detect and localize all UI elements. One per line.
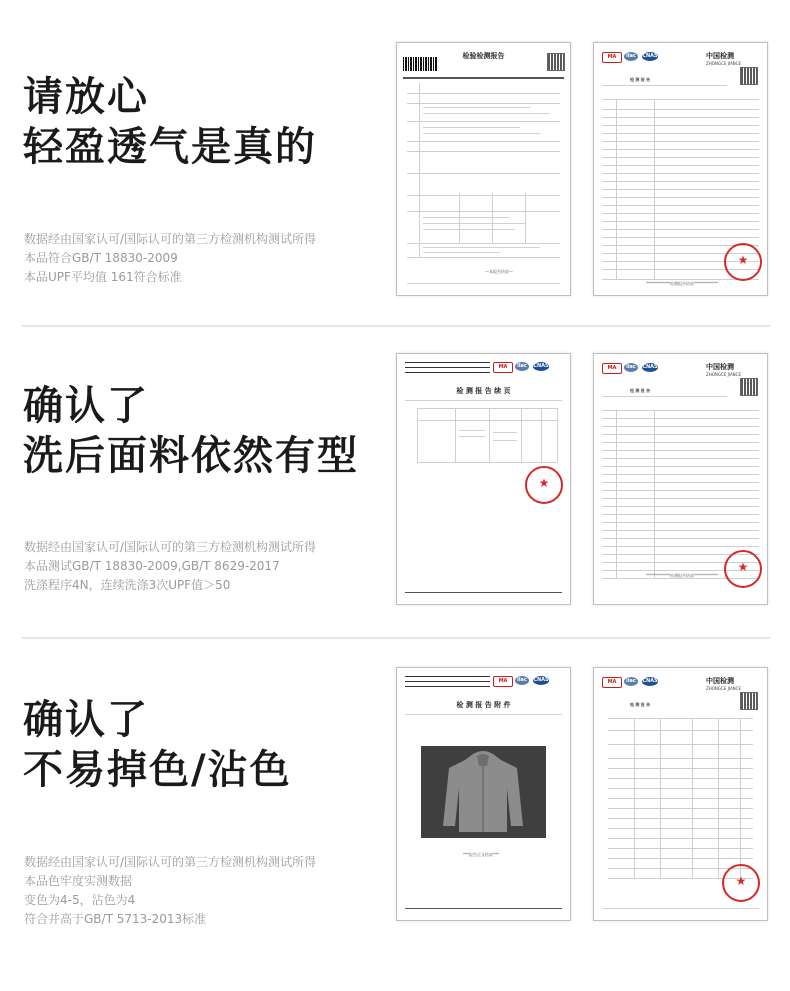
section-headline xyxy=(23,72,317,172)
ma-logo: MA xyxy=(602,52,622,63)
test-report-document xyxy=(593,42,768,296)
brand-subtitle: ZHONGCE JIANCE xyxy=(706,61,741,66)
desc-line: 数据经由国家认可/国际认可的第三方检测机构测试所得 xyxy=(24,540,317,554)
report-end-text: ************检测报告结束************ xyxy=(646,573,718,578)
qr-code-icon xyxy=(740,692,758,710)
ma-logo: MA xyxy=(602,677,622,688)
desc-line: 本品测试GB/T 18830-2009,GB/T 8629-2017 xyxy=(24,559,280,573)
section-headline xyxy=(23,695,292,795)
ma-logo: MA xyxy=(493,362,513,373)
section-description xyxy=(24,538,316,595)
desc-line: 数据经由国家认可/国际认可的第三方检测机构测试所得 xyxy=(24,855,317,869)
test-report-continuation-document xyxy=(396,353,571,605)
report-title: 检 测 报 告 续 页 xyxy=(456,387,511,395)
cnas-logo: CNAS xyxy=(533,677,549,683)
section-description xyxy=(24,853,316,929)
section-color-fastness xyxy=(0,639,790,991)
brand-subtitle: ZHONGCE JIANCE xyxy=(706,686,741,691)
brand-title: 中国检测 xyxy=(706,677,734,685)
desc-line: 洗涤程序4N，连续洗涤3次UPF值＞50 xyxy=(24,578,231,592)
red-seal-stamp: ★ xyxy=(722,864,760,902)
sample-photo xyxy=(421,746,546,838)
report-end-text: ************检测报告结束************ xyxy=(646,281,718,286)
test-report-document xyxy=(593,667,768,921)
desc-line: 数据经由国家认可/国际认可的第三方检测机构测试所得 xyxy=(24,232,317,246)
report-end-text: ***报告正文结束*** xyxy=(463,852,499,857)
ma-logo: MA xyxy=(602,363,622,374)
headline-line: 确认了 xyxy=(23,697,149,743)
cnas-logo: CNAS xyxy=(642,53,658,59)
report-title: 检 测 报 告 附 件 xyxy=(456,701,511,709)
cnas-logo: CNAS xyxy=(533,363,549,369)
desc-line: 变色为4-5，沾色为4 xyxy=(24,893,136,907)
report-label: 检 测 报 告 xyxy=(630,77,651,82)
report-end-text: —本报告结束— xyxy=(485,269,513,274)
desc-line: 本品符合GB/T 18830-2009 xyxy=(24,251,178,265)
section-description xyxy=(24,230,316,287)
headline-line: 洗后面料依然有型 xyxy=(23,433,359,479)
cnas-logo: CNAS xyxy=(642,678,658,684)
desc-line: 符合并高于GB/T 5713-2013标准 xyxy=(24,912,207,926)
red-seal-stamp: ★ xyxy=(724,550,762,588)
qr-code-icon xyxy=(547,53,565,71)
test-report-document xyxy=(593,353,768,605)
test-report-attachment-document xyxy=(396,667,571,921)
headline-line: 确认了 xyxy=(23,383,149,429)
section-headline xyxy=(23,381,359,481)
ilac-logo: ilac xyxy=(624,52,638,61)
brand-subtitle: ZHONGCE JIANCE xyxy=(706,372,741,377)
brand-title: 中国检测 xyxy=(706,363,734,371)
headline-line: 轻盈透气是真的 xyxy=(23,124,317,170)
ma-logo: MA xyxy=(493,676,513,687)
qr-code-icon xyxy=(740,378,758,396)
test-report-document xyxy=(396,42,571,296)
headline-line: 不易掉色/沾色 xyxy=(23,747,292,793)
desc-line: 本品UPF平均值 161符合标准 xyxy=(24,270,182,284)
ilac-logo: ilac xyxy=(515,676,529,685)
qr-code-icon xyxy=(740,67,758,85)
section-breathable xyxy=(0,0,790,325)
headline-line: 请放心 xyxy=(23,74,149,120)
desc-line: 本品色牢度实测数据 xyxy=(24,874,133,888)
jacket-image xyxy=(421,746,546,838)
section-wash-shape xyxy=(0,327,790,637)
red-seal-stamp: ★ xyxy=(525,466,563,504)
ilac-logo: ilac xyxy=(624,363,638,372)
red-seal-stamp: ★ xyxy=(724,243,762,281)
ilac-logo: ilac xyxy=(624,677,638,686)
ilac-logo: ilac xyxy=(515,362,529,371)
brand-title: 中国检测 xyxy=(706,52,734,60)
report-title: 检验检测报告 xyxy=(462,52,505,60)
cnas-logo: CNAS xyxy=(642,364,658,370)
report-label: 检 测 报 告 xyxy=(630,388,651,393)
report-label: 检 测 报 告 xyxy=(630,702,651,707)
